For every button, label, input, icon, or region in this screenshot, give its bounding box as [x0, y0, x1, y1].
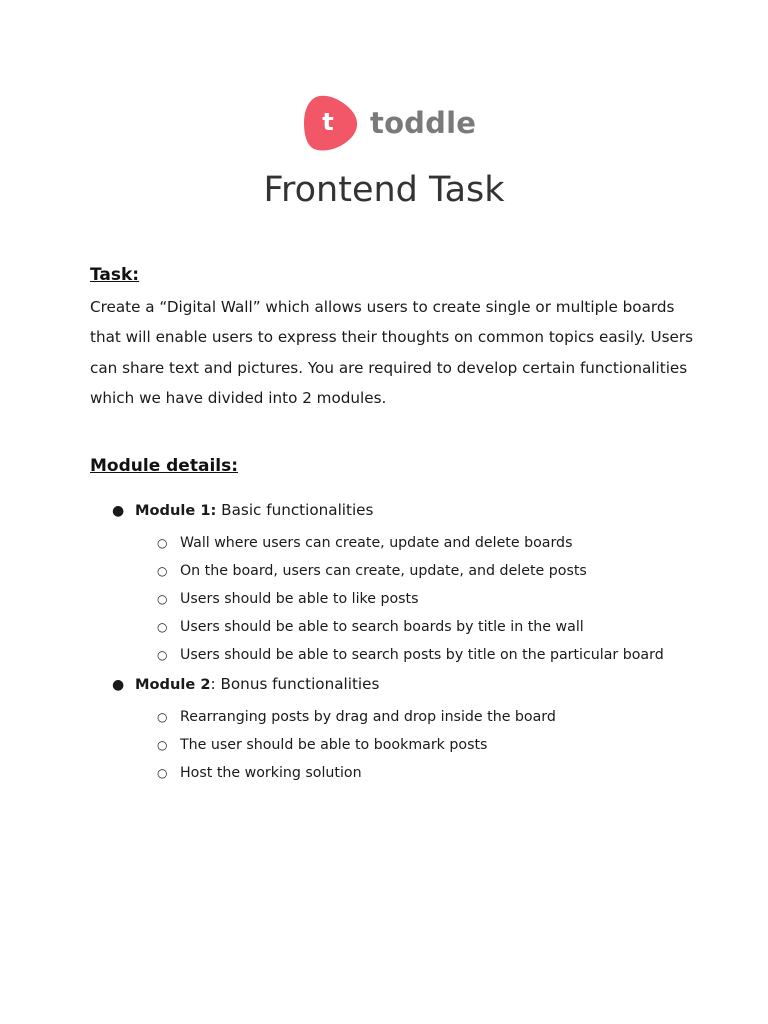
list-item-text: On the board, users can create, update, and delete posts	[180, 563, 587, 579]
circle-bullet-icon: ○	[157, 592, 168, 606]
list-item	[157, 535, 572, 551]
list-item	[157, 619, 584, 635]
circle-bullet-icon: ○	[157, 620, 168, 634]
bullet-icon: ●	[112, 677, 125, 693]
module-2-name: Module 2	[135, 676, 211, 693]
list-item	[157, 591, 419, 607]
module-details-heading: Module details:	[90, 456, 239, 476]
list-item	[157, 563, 587, 579]
task-description	[90, 292, 694, 414]
list-item-text: Rearranging posts by drag and drop inside the board	[180, 709, 556, 725]
list-item-text: Users should be able to search boards by title in the wall	[180, 619, 584, 635]
list-item-text: The user should be able to bookmark posts	[180, 737, 488, 753]
logo-letter: t	[322, 108, 334, 136]
list-item	[157, 737, 487, 753]
circle-bullet-icon: ○	[157, 648, 168, 662]
circle-bullet-icon: ○	[157, 536, 168, 550]
page-title: Frontend Task	[263, 170, 505, 210]
list-item	[157, 647, 664, 663]
circle-bullet-icon: ○	[157, 766, 168, 780]
list-item-text: Host the working solution	[180, 765, 362, 781]
bullet-icon: ●	[112, 503, 125, 519]
list-item-text: Wall where users can create, update and delete boards	[180, 535, 573, 551]
task-line: that will enable users to express their thoughts on common topics easily. Users	[90, 328, 694, 347]
toddle-logo	[302, 92, 476, 154]
list-item	[157, 765, 362, 781]
task-line: which we have divided into 2 modules.	[90, 389, 387, 408]
task-line: Create a “Digital Wall” which allows users to create single or multiple boards	[90, 298, 675, 316]
task-heading: Task:	[90, 265, 140, 285]
module-1-name: Module 1:	[135, 502, 217, 519]
list-item	[157, 709, 556, 725]
logo-wordmark: toddle	[370, 106, 477, 140]
module-2-item	[112, 675, 379, 693]
module-1-desc: Basic functionalities	[216, 501, 374, 519]
list-item-text: Users should be able to like posts	[180, 591, 419, 607]
list-item-text: Users should be able to search posts by title on the particular board	[180, 647, 664, 663]
module-1-item	[112, 501, 373, 519]
task-line: can share text and pictures. You are required to develop certain functionalities	[90, 358, 688, 377]
circle-bullet-icon: ○	[157, 564, 168, 578]
toddle-logo-icon	[302, 93, 358, 153]
circle-bullet-icon: ○	[157, 710, 168, 724]
module-2-desc: : Bonus functionalities	[210, 675, 380, 693]
circle-bullet-icon: ○	[157, 738, 168, 752]
